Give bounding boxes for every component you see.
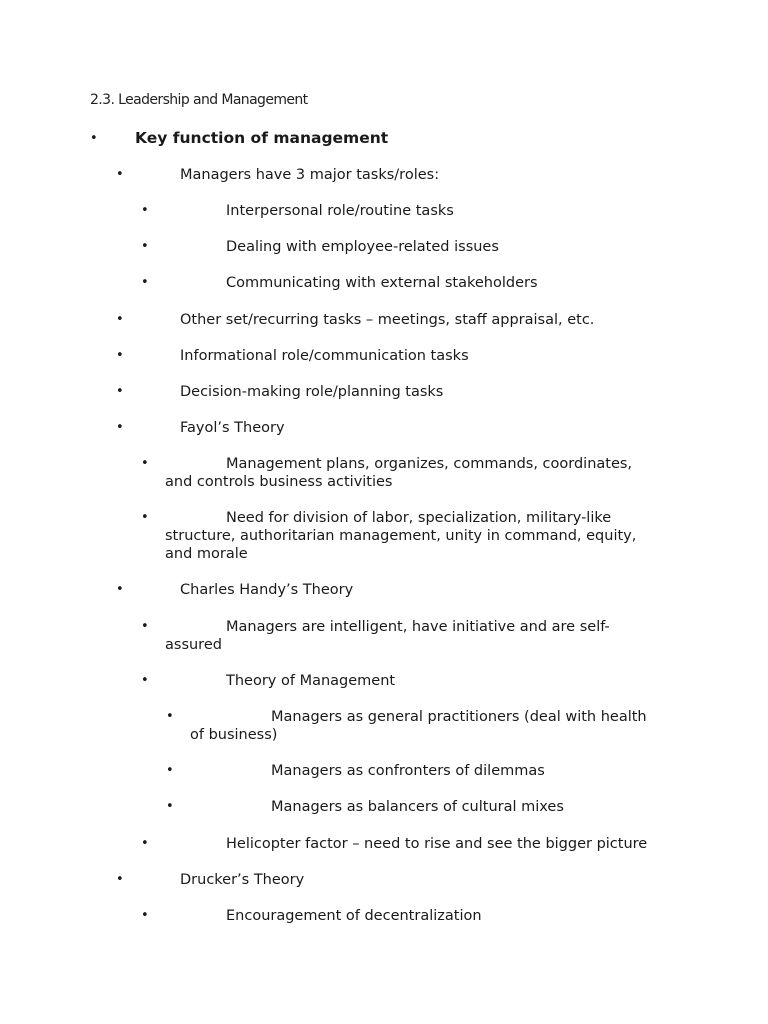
list-item: Fayol’s Theory xyxy=(180,420,285,436)
list-item: Informational role/communication tasks xyxy=(180,348,469,364)
list-item-line: of business) xyxy=(190,727,278,743)
list-item-line: Managers as general practitioners (deal with health xyxy=(271,709,647,725)
bullet-icon: • xyxy=(166,763,174,778)
list-item: Decision-making role/planning tasks xyxy=(180,384,444,400)
bullet-icon: • xyxy=(166,709,174,724)
bullet-icon: • xyxy=(116,420,124,435)
bullet-icon: • xyxy=(116,384,124,399)
list-item-line: Managers are intelligent, have initiative and are self- xyxy=(226,619,610,635)
list-item: Encouragement of decentralization xyxy=(226,908,482,924)
bullet-icon: • xyxy=(141,836,149,851)
list-item: Communicating with external stakeholders xyxy=(226,275,538,291)
list-item-heading: Key function of management xyxy=(135,129,389,147)
bullet-icon: • xyxy=(141,673,149,688)
list-item: Theory of Management xyxy=(226,673,396,689)
list-item: Other set/recurring tasks – meetings, staff appraisal, etc. xyxy=(180,312,595,328)
bullet-icon: • xyxy=(141,203,149,218)
bullet-icon: • xyxy=(116,312,124,327)
bullet-icon: • xyxy=(141,239,149,254)
bullet-icon: • xyxy=(141,456,149,471)
bullet-icon: • xyxy=(166,799,174,814)
bullet-icon: • xyxy=(141,908,149,923)
list-item: Drucker’s Theory xyxy=(180,872,305,888)
list-item-line: structure, authoritarian management, unity in command, equity, xyxy=(165,528,637,544)
section-title: 2.3. Leadership and Management xyxy=(90,92,308,108)
bullet-icon: • xyxy=(116,582,124,597)
bullet-icon: • xyxy=(141,619,149,634)
bullet-icon: • xyxy=(90,131,98,146)
bullet-icon: • xyxy=(141,510,149,525)
list-item-line: Management plans, organizes, commands, coordinates, xyxy=(226,456,633,472)
list-item-line: Need for division of labor, specialization, military-like xyxy=(226,510,612,526)
list-item-line: and controls business activities xyxy=(165,474,393,490)
list-item: Managers have 3 major tasks/roles: xyxy=(180,167,440,183)
bullet-icon: • xyxy=(116,348,124,363)
list-item: Interpersonal role/routine tasks xyxy=(226,203,454,219)
list-item: Dealing with employee-related issues xyxy=(226,239,499,255)
list-item-line: and morale xyxy=(165,546,248,562)
list-item: Charles Handy’s Theory xyxy=(180,582,354,598)
list-item: Managers as confronters of dilemmas xyxy=(271,763,545,779)
bullet-icon: • xyxy=(116,872,124,887)
list-item: Managers as balancers of cultural mixes xyxy=(271,799,564,815)
bullet-icon: • xyxy=(141,275,149,290)
list-item-line: assured xyxy=(165,637,222,653)
list-item: Helicopter factor – need to rise and see the bigger picture xyxy=(226,836,648,852)
bullet-icon: • xyxy=(116,167,124,182)
